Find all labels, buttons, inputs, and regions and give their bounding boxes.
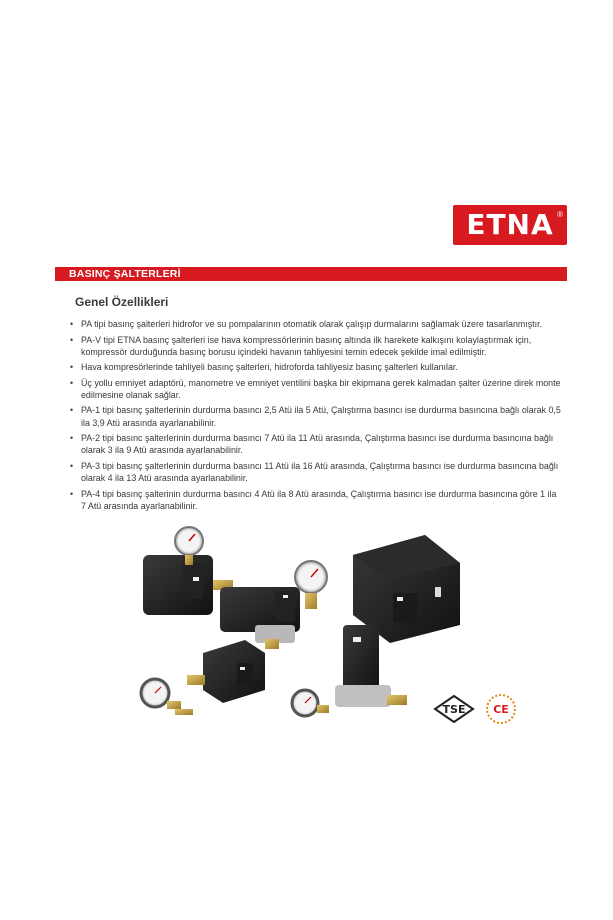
section-header-bar: [55, 267, 567, 281]
feature-item: • PA-4 tipi basınç şalterinin durdurma basıncı 4 Atü ila 8 Atü arasında, Çalıştırma basıncı ise durdurma basıncına göre 1 ila 7 Atü arasında ayarlanabilinir.: [68, 488, 562, 512]
tse-label: TSE: [442, 703, 466, 716]
gauge-small-left: [141, 679, 193, 715]
pressure-switch-4: [187, 640, 265, 703]
feature-item: • PA-V tipi ETNA basınç şalterleri ise hava kompressörlerinin basınç altında ilk harekete kalkışını kolaylaştırmak için, kompressör durduğunda basınç borusu içindeki havanın tahliyesini temin edecek şekilde imal edilmiştir.: [68, 334, 562, 358]
registered-mark: ®: [557, 210, 563, 219]
feature-item: • Hava kompresörlerinde tahliyeli basınç şalterleri, hidroforda tahliyesiz basınç şalterleri kullanılar.: [68, 361, 562, 373]
pressure-switch-1: [143, 527, 233, 615]
tse-certification-icon: [433, 694, 475, 724]
feature-item: • PA-1 tipi basınç şalterlerinin durdurma basıncı 2,5 Atü ila 5 Atü, Çalıştırma basıncı ise durdurma basıncına bağlı olarak 0,5 ila 3,9 Atü arasında ayarlanabilinir.: [68, 404, 562, 428]
ce-label: CE: [493, 703, 509, 716]
ce-certification-icon: [484, 692, 518, 726]
etna-logo: [453, 205, 567, 245]
feature-item: • PA-2 tipi basınc şalterlerinin durdurma basıncı 7 Atü ila 11 Atü arasında, Çalıştırma basıncı ise durdurma basıncına bağlı olarak 3 ila 9 Atü arasında ayarlanabilinir.: [68, 432, 562, 456]
feature-list: [68, 318, 562, 515]
feature-item: • PA-3 tipi basınç şalterlerinin durdurma basıncı 11 Atü ila 16 Atü arasında, Çalıştırma basıncı ise durdurma basıncına bağlı olarak 4 ila 13 Atü arasında ayarlanabilinir.: [68, 460, 562, 484]
logo-text: ETNA: [466, 208, 554, 241]
section-title: BASINÇ ŞALTERLERİ: [69, 268, 181, 280]
gauge-small-center: [292, 690, 329, 716]
feature-item: • PA tipi basınç şalterleri hidrofor ve su pompalarının otomatik olarak çalışıp durmalarını sağlamak üzere tasarlanmıştır.: [68, 318, 562, 330]
pressure-switch-2: [220, 561, 327, 649]
product-photo: [125, 525, 485, 735]
subtitle: Genel Özellikleri: [75, 295, 169, 309]
feature-item: • Üç yollu emniyet adaptörü, manometre ve emniyet ventilini başka bir ekipmana gerek kalmadan şalter üzerine direk monte edilmesine olanak sağlar.: [68, 377, 562, 401]
